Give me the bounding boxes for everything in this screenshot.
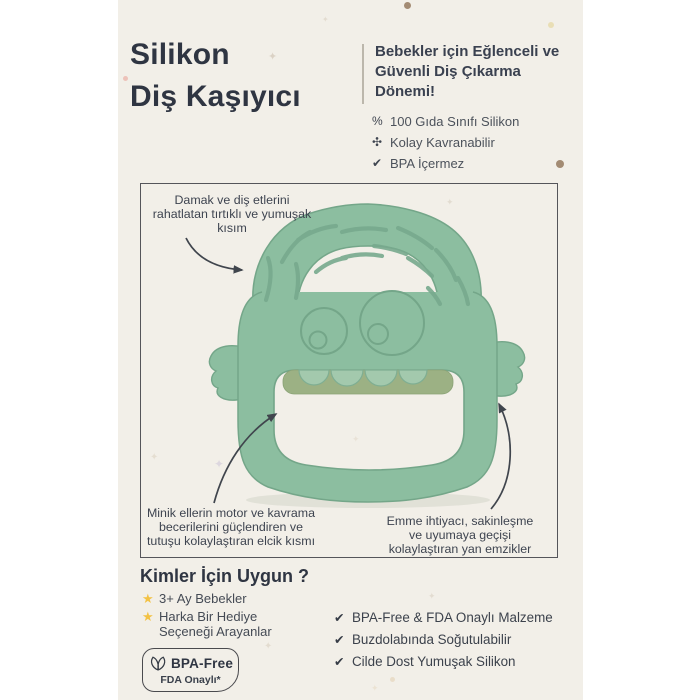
title-line-1: Silikon — [130, 38, 230, 71]
star-decoration: ✦ — [352, 434, 360, 444]
check-icon: ✔ — [334, 655, 345, 669]
feature-item — [334, 610, 574, 632]
intro-bullet — [372, 114, 582, 135]
check-icon: ✔ — [334, 633, 345, 647]
bpa-free-badge — [142, 648, 239, 692]
intro-bullet-label: Kolay Kavranabilir — [390, 135, 495, 150]
check-icon: ✔ — [334, 611, 345, 625]
intro-bullet — [372, 156, 582, 177]
star-decoration: ✦ — [371, 683, 379, 693]
annotation-bottom-right: Emme ihtiyacı, sakinleşme ve uyumaya geçişi kolaylaştıran yan emzikler — [386, 514, 534, 556]
feature-label: Buzdolabında Soğutulabilir — [352, 632, 512, 647]
suitable-item — [142, 591, 327, 606]
star-decoration: ✦ — [150, 452, 159, 463]
badge-title: BPA-Free — [170, 656, 234, 671]
check-icon: ✔ — [372, 156, 383, 170]
feature-label: BPA-Free & FDA Onaylı Malzeme — [352, 610, 553, 625]
page-title — [130, 34, 370, 118]
suitable-heading: Kimler İçin Uygun ? — [140, 566, 310, 586]
percent-icon: % — [372, 114, 383, 128]
suitable-list — [142, 591, 327, 642]
feature-label: Cilde Dost Yumuşak Silikon — [352, 654, 516, 669]
title-line-2: Diş Kaşıyıcı — [130, 80, 301, 113]
vertical-divider — [362, 44, 364, 104]
star-icon: ★ — [142, 591, 154, 606]
intro-bullet-label: BPA İçermez — [390, 156, 465, 171]
annotation-bottom-left: Minik ellerin motor ve kavrama becerilerini güçlendiren ve tutuşu kolaylaştıran elcik kısmı — [146, 506, 316, 548]
intro-bullet-list — [372, 114, 582, 177]
star-decoration: ✦ — [446, 197, 454, 207]
suitable-item-label: Harka Bir Hediye Seçeneği Arayanlar — [159, 609, 272, 639]
feature-item — [334, 632, 574, 654]
suitable-item — [142, 609, 327, 639]
star-decoration: ✦ — [428, 591, 436, 601]
sparkle-icon: ✣ — [372, 135, 383, 149]
star-decoration: ✦ — [264, 641, 273, 652]
star-decoration: ✦ — [268, 51, 278, 63]
badge-subtitle: FDA Onaylı* — [160, 674, 221, 686]
intro-bullet-label: 100 Gıda Sınıfı Silikon — [390, 114, 520, 129]
diagram-box — [140, 183, 558, 558]
star-decoration: ✦ — [214, 457, 225, 471]
star-decoration: ✦ — [322, 15, 329, 24]
feature-list — [334, 610, 574, 676]
leaf-icon — [148, 654, 169, 673]
star-icon: ★ — [142, 609, 154, 624]
annotation-top-left: Damak ve diş etlerini rahatlatan tırtıklı ve yumuşak kısım — [152, 193, 312, 235]
intro-heading: Bebekler için Eğlenceli ve Güvenli Diş Çıkarma Dönemi! — [375, 43, 560, 100]
suitable-item-label: 3+ Ay Bebekler — [159, 591, 247, 606]
feature-item — [334, 654, 574, 676]
intro-bullet — [372, 135, 582, 156]
